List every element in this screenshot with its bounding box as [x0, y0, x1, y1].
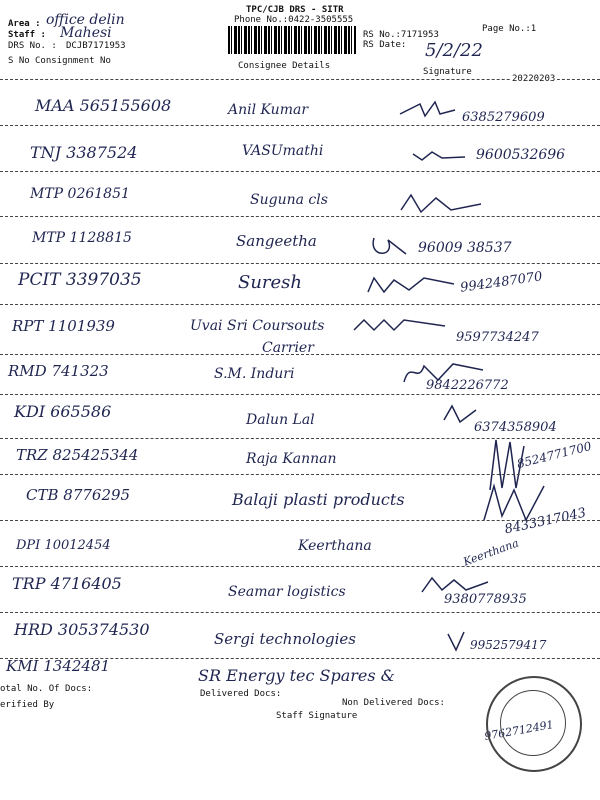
consignee-name: Keerthana	[298, 538, 372, 554]
consignment-number: KDI 665586	[14, 402, 112, 421]
phone-number: 96009 38537	[418, 240, 512, 256]
consignment-number: KMI 1342481	[6, 657, 111, 675]
consignee-name: Seamar logistics	[228, 584, 346, 600]
total-docs-label: otal No. Of Docs:	[0, 684, 93, 694]
signature-mark	[366, 228, 412, 262]
non-delivered-docs-label: Non Delivered Docs:	[342, 698, 445, 708]
phone-number: 6374358904	[474, 420, 557, 435]
consignment-number: RMD 741323	[8, 362, 109, 380]
date-stamp: 20220203	[512, 74, 556, 84]
consignment-number: CTB 8776295	[26, 486, 131, 504]
area-label: Area :	[8, 19, 41, 29]
barcode	[228, 26, 356, 54]
phone-number: 9600532696	[476, 147, 566, 163]
consignee-name: Raja Kannan	[246, 451, 337, 467]
staff-label: Staff :	[8, 30, 46, 40]
signature-mark	[364, 272, 459, 298]
staff-value: Mahesi	[60, 25, 112, 41]
phone-number: 9952579417	[470, 638, 547, 652]
phone-number: 8524771700	[515, 438, 593, 472]
signature-mark	[446, 630, 466, 654]
consignee-name: Sangeetha	[236, 232, 317, 250]
signature-mark	[410, 148, 470, 164]
rs-date-label: RS Date:	[363, 40, 407, 50]
column-consignee: Consignee Details	[238, 61, 331, 71]
row-divider	[0, 520, 600, 521]
verified-by-label: erified By	[0, 700, 55, 710]
consignment-number: DPI 10012454	[16, 538, 111, 553]
consignment-number: MTP 0261851	[30, 186, 130, 202]
signature-name: Keerthana	[461, 536, 521, 569]
rs-number: RS No.:7171953	[363, 30, 439, 40]
consignment-number: HRD 305374530	[14, 620, 150, 639]
row-divider	[0, 566, 600, 567]
row-divider	[0, 354, 600, 355]
phone-number: 8433317043	[503, 505, 588, 538]
signature-mark	[396, 190, 486, 218]
company-title: TPC/CJB DRS - SITR	[246, 5, 344, 15]
consignee-name: SR Energy tec Spares &	[198, 666, 395, 685]
staff-signature-label: Staff Signature	[276, 711, 358, 721]
row-divider	[0, 171, 600, 172]
column-signature: Signature	[423, 67, 472, 77]
phone-number: 9842226772	[426, 378, 509, 393]
consignment-number: TNJ 3387524	[30, 143, 138, 162]
consignee-name: VASUmathi	[242, 143, 324, 159]
consignee-name: Balaji plasti products	[232, 490, 405, 509]
row-divider	[0, 394, 600, 395]
consignment-number: RPT 1101939	[12, 317, 115, 335]
drs-label: DRS No. :	[8, 41, 57, 51]
consignee-name-line2: Carrier	[262, 340, 314, 356]
consignment-number: MAA 565155608	[35, 96, 172, 115]
consignee-name: Dalun Lal	[246, 412, 315, 428]
signature-mark	[395, 96, 460, 122]
signature-mark	[350, 314, 450, 336]
consignee-name: Suresh	[238, 272, 303, 293]
phone-number: Phone No.:0422-3505555	[234, 15, 354, 25]
phone-number: 9942487070	[459, 269, 544, 296]
column-consignment: Consignment No	[35, 56, 111, 66]
row-divider	[0, 125, 600, 126]
company-stamp	[486, 676, 582, 772]
delivered-docs-label: Delivered Docs:	[200, 689, 282, 699]
row-divider	[0, 263, 600, 264]
area-value: office delin	[46, 12, 125, 28]
phone-number: 6385279609	[462, 110, 545, 125]
consignee-name: Uvai Sri Coursouts	[190, 318, 325, 334]
consignee-name: Anil Kumar	[228, 102, 309, 118]
consignment-number: TRZ 825425344	[16, 446, 139, 464]
phone-number: 9597734247	[456, 330, 539, 345]
phone-number: 9762712491	[483, 718, 555, 743]
row-divider	[0, 474, 600, 475]
row-divider	[0, 216, 600, 217]
page-number: Page No.:1	[482, 24, 537, 34]
consignment-number: TRP 4716405	[12, 574, 122, 593]
column-sno: S No	[8, 56, 30, 66]
row-divider	[0, 612, 600, 613]
drs-value: DCJB7171953	[66, 41, 126, 51]
phone-number: 9380778935	[444, 592, 527, 607]
row-divider	[0, 304, 600, 305]
consignee-name: S.M. Induri	[214, 366, 295, 382]
consignee-name: Sergi technologies	[214, 630, 356, 648]
consignment-number: PCIT 3397035	[18, 270, 142, 290]
consignment-number: MTP 1128815	[32, 230, 132, 246]
consignee-name: Suguna cls	[250, 192, 328, 208]
rs-date-value: 5/2/22	[425, 40, 483, 61]
